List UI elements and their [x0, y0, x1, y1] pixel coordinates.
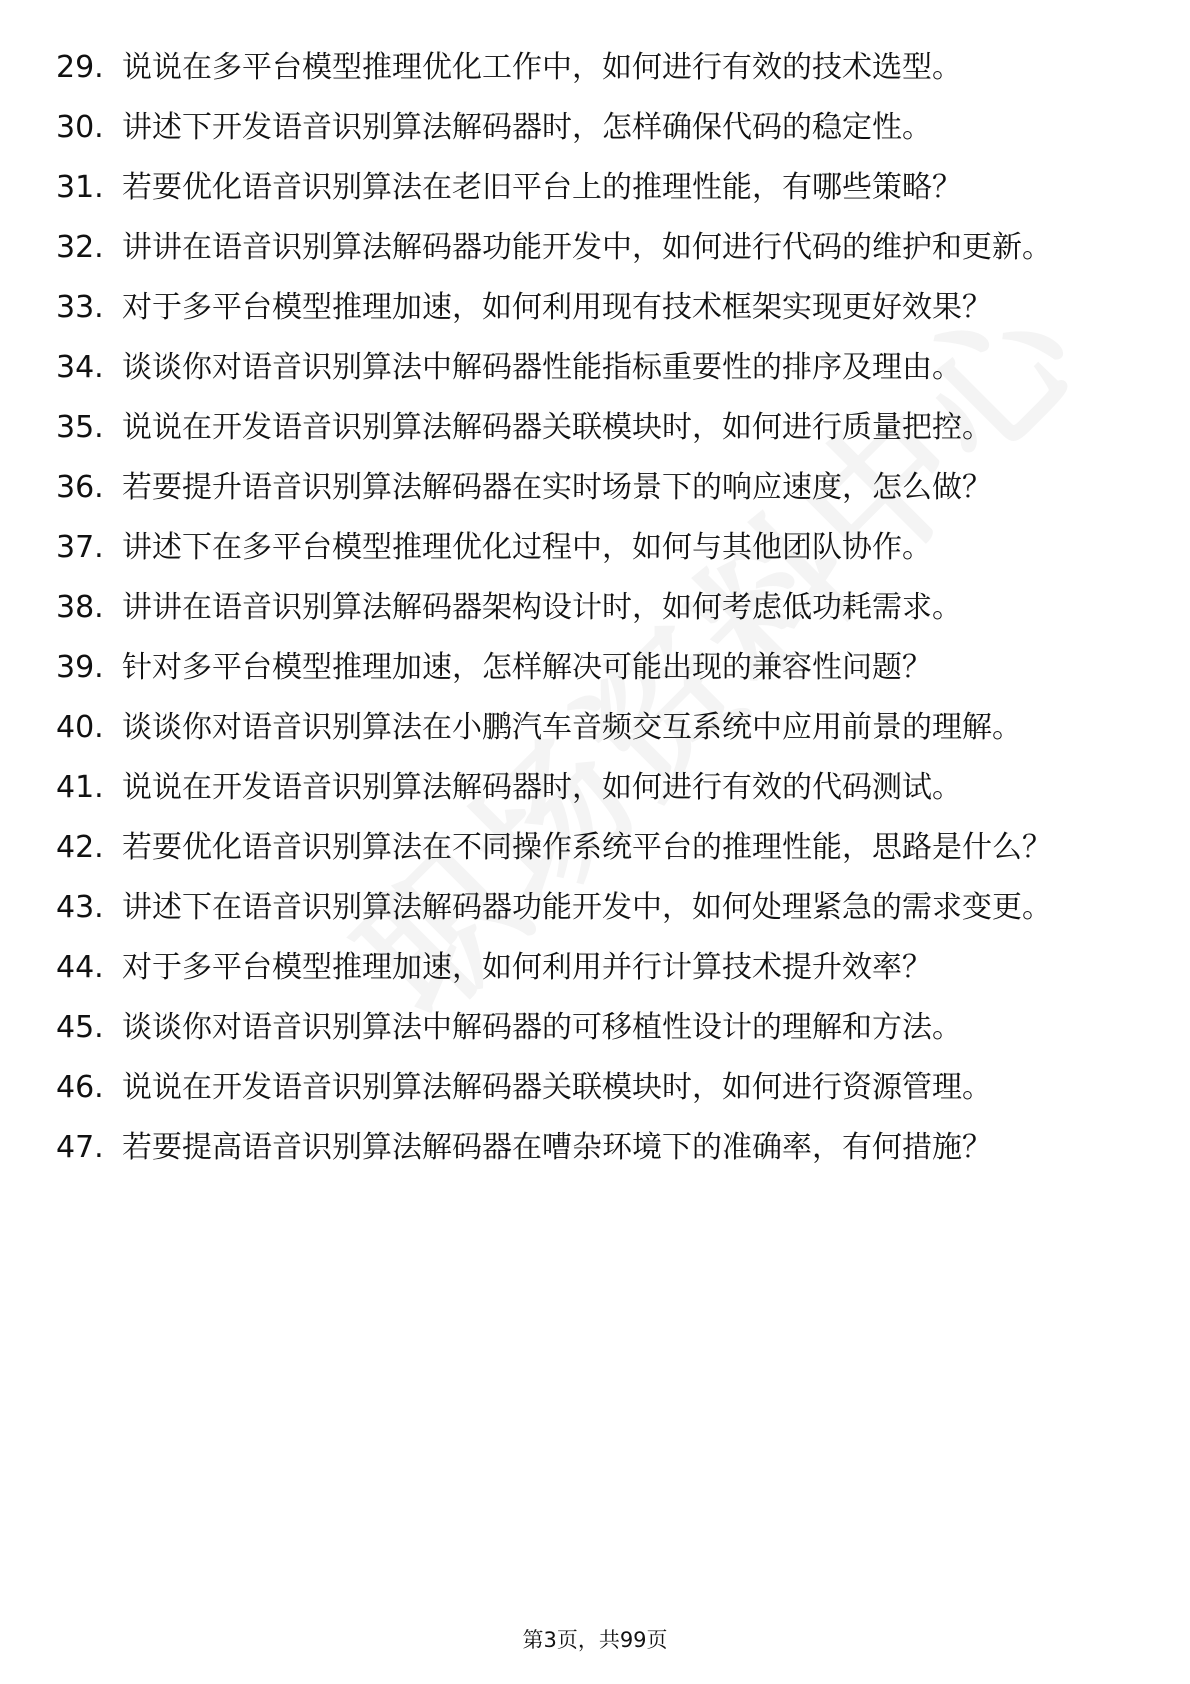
question-number: 45. [56, 1010, 104, 1045]
question-text: 谈谈你对语音识别算法中解码器性能指标重要性的排序及理由。 [122, 350, 962, 385]
question-text: 说说在开发语音识别算法解码器关联模块时，如何进行质量把控。 [122, 410, 992, 445]
question-number: 44. [56, 950, 104, 985]
question-number: 29. [56, 50, 104, 85]
question-number: 36. [56, 470, 104, 505]
question-item [56, 1129, 1116, 1167]
question-item [56, 709, 1116, 747]
question-number: 47. [56, 1130, 104, 1165]
question-number: 46. [56, 1070, 104, 1105]
question-item [56, 589, 1116, 627]
question-number: 32. [56, 230, 104, 265]
page-indicator: 第3页，共99页 [522, 1628, 668, 1652]
question-text: 讲讲在语音识别算法解码器功能开发中，如何进行代码的维护和更新。 [122, 230, 1052, 265]
question-number: 30. [56, 110, 104, 145]
question-number: 40. [56, 710, 104, 745]
question-number: 35. [56, 410, 104, 445]
question-number: 42. [56, 830, 104, 865]
question-item [56, 49, 1116, 87]
question-item [56, 829, 1116, 867]
question-item [56, 1009, 1116, 1047]
question-item [56, 889, 1116, 927]
question-number: 37. [56, 530, 104, 565]
question-text: 讲述下在语音识别算法解码器功能开发中，如何处理紧急的需求变更。 [122, 890, 1052, 925]
question-text: 若要提高语音识别算法解码器在嘈杂环境下的准确率，有何措施？ [122, 1130, 992, 1165]
question-text: 若要优化语音识别算法在不同操作系统平台的推理性能，思路是什么？ [122, 830, 1052, 865]
question-number: 33. [56, 290, 104, 325]
question-item [56, 229, 1116, 267]
question-text: 谈谈你对语音识别算法在小鹏汽车音频交互系统中应用前景的理解。 [122, 710, 1022, 745]
question-item [56, 289, 1116, 327]
question-number: 38. [56, 590, 104, 625]
question-number: 31. [56, 170, 104, 205]
question-text: 针对多平台模型推理加速，怎样解决可能出现的兼容性问题？ [122, 650, 932, 685]
question-item [56, 349, 1116, 387]
question-item [56, 409, 1116, 447]
question-number: 41. [56, 770, 104, 805]
question-item [56, 529, 1116, 567]
question-item [56, 769, 1116, 807]
question-text: 说说在开发语音识别算法解码器关联模块时，如何进行资源管理。 [122, 1070, 992, 1105]
question-number: 39. [56, 650, 104, 685]
question-text: 讲述下开发语音识别算法解码器时，怎样确保代码的稳定性。 [122, 110, 932, 145]
question-number: 43. [56, 890, 104, 925]
question-item [56, 1069, 1116, 1107]
question-item [56, 649, 1116, 687]
question-item [56, 469, 1116, 507]
question-text: 对于多平台模型推理加速，如何利用现有技术框架实现更好效果？ [122, 290, 992, 325]
question-text: 讲讲在语音识别算法解码器架构设计时，如何考虑低功耗需求。 [122, 590, 962, 625]
question-item [56, 949, 1116, 987]
question-number: 34. [56, 350, 104, 385]
question-text: 对于多平台模型推理加速，如何利用并行计算技术提升效率？ [122, 950, 932, 985]
question-item [56, 169, 1116, 207]
question-item [56, 109, 1116, 147]
question-text: 谈谈你对语音识别算法中解码器的可移植性设计的理解和方法。 [122, 1010, 962, 1045]
question-text: 若要优化语音识别算法在老旧平台上的推理性能，有哪些策略？ [122, 170, 962, 205]
question-list [56, 49, 1116, 1189]
question-text: 说说在开发语音识别算法解码器时，如何进行有效的代码测试。 [122, 770, 962, 805]
question-text: 说说在多平台模型推理优化工作中，如何进行有效的技术选型。 [122, 50, 962, 85]
question-text: 若要提升语音识别算法解码器在实时场景下的响应速度，怎么做？ [122, 470, 992, 505]
question-text: 讲述下在多平台模型推理优化过程中，如何与其他团队协作。 [122, 530, 932, 565]
